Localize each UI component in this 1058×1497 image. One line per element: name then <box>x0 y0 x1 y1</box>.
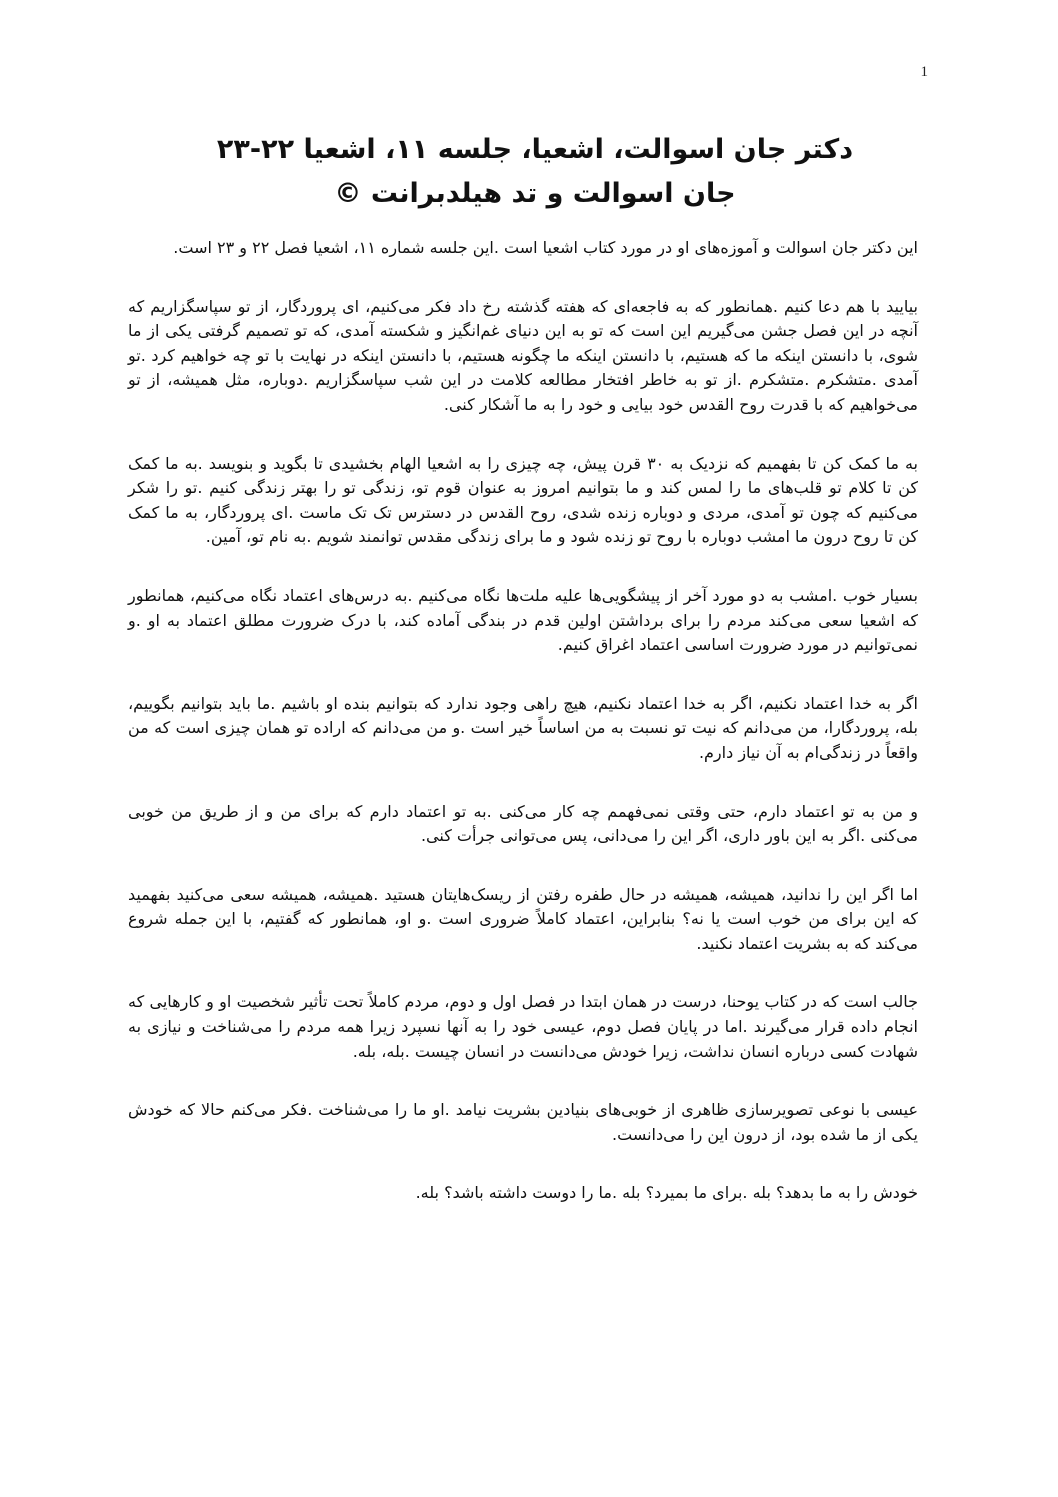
paragraph: این دکتر جان اسوالت و آموزه‌های او در مورد کتاب اشعیا است .این جلسه شماره ۱۱، اشعیا فصل ۲۲ و ۲۳ است. <box>173 238 918 257</box>
paragraph: و من به تو اعتماد دارم، حتی وقتی نمی‌فهمم چه کار می‌کنی .به تو اعتماد دارم که برای من و از طریق من خوبی می‌کنی .اگر به این باور داری، اگر این را می‌دانی، پس می‌توانی جرأت کنی. <box>128 801 918 846</box>
paragraph: بسیار خوب .امشب به دو مورد آخر از پیشگویی‌ها علیه ملت‌ها نگاه می‌کنیم .به درس‌های اعتماد نگاه می‌کنیم، همانطور که اشعیا سعی می‌کند مردم را برای برداشتن اولین قدم در بندگی آماده کند، با درک ضرورت مطلق اعتماد به او .و نمی‌توانیم در مورد ضرورت اساسی اعتماد اغراق کنیم. <box>128 585 918 655</box>
paragraph: اگر به خدا اعتماد نکنیم، اگر به خدا اعتماد نکنیم، هیچ راهی وجود ندارد که بتوانیم بنده او باشیم .ما باید بتوانیم بگوییم، بله، پروردگارا، من می‌دانم که نیت تو نسبت به من اساساً خیر است .و من می‌دانم که اراده تو همان چیزی است که من واقعاً در زندگی‌ام به آن نیاز دارم. <box>128 693 918 762</box>
title-line-1: دکتر جان اسوالت، اشعیا، جلسه ۱۱، اشعیا ۲۲-۲۳ <box>216 134 854 165</box>
paragraph: خودش را به ما بدهد؟ بله .برای ما بمیرد؟ بله .ما را دوست داشته باشد؟ بله. <box>415 1183 918 1203</box>
paragraph: بیایید با هم دعا کنیم .همانطور که به فاجعه‌ای که هفته گذشته رخ داد فکر می‌کنیم، ای پروردگار، از تو سپاسگزاریم که آنچه در این فصل جشن می‌گیریم این است که تو به این دنیای غم‌انگیز و شکسته آمدی، که تو تصمیم گرفتی یکی از ما شوی، با دانستن اینکه ما که هستیم، با دانستن اینکه ما چگونه هستیم، با دانستن اینکه در نهایت با تو چه خواهیم کرد .تو آمدی .متشکرم .متشکرم .از تو به خاطر افتخار مطالعه کلامت در این شب سپاسگزاریم .دوباره، مثل همیشه، از تو می‌خواهیم که با قدرت روح القدس خود بیایی و خود را به ما آشکار کنی. <box>128 296 918 414</box>
document-title <box>120 128 950 216</box>
paragraph: اما اگر این را ندانید، همیشه، همیشه در حال طفره رفتن از ریسک‌هایتان هستید .همیشه، همیشه سعی می‌کنید بفهمید که این برای من خوب است یا نه؟ بنابراین، اعتماد کاملاً ضروری است .و او، همانطور که گفتیم، با این جمله شروع می‌کند که به بشریت اعتماد نکنید. <box>128 884 918 953</box>
title-line-2: جان اسوالت و تد هیلدبرانت © <box>334 178 736 209</box>
paragraph: به ما کمک کن تا بفهمیم که نزدیک به ۳۰ قرن پیش، چه چیزی را به اشعیا الهام بخشیدی تا بگوید و بنویسد .به ما کمک کن تا کلام تو قلب‌های ما را لمس کند و ما بتوانیم امروز به عنوان قوم تو، زندگی تو را بهتر زندگی کنیم .تو را شکر می‌کنیم که چون تو آمدی، مردی و دوباره زنده شدی، روح القدس در دسترس تک تک ماست .ای پروردگار، به ما کمک کن تا روح درون ما امشب دوباره با روح تو زنده شود و ما برای زندگی مقدس توانمند شویم .به نام تو، آمین. <box>128 453 919 547</box>
paragraph: جالب است که در کتاب یوحنا، درست در همان ابتدا در فصل اول و دوم، مردم کاملاً تحت تأثیر شخصیت او و کارهایی که انجام داده قرار می‌گیرند .اما در پایان فصل دوم، عیسی خود را به آنها نسپرد زیرا همه مردم را می‌شناخت و نیازی به شهادت کسی درباره انسان نداشت، زیرا خودش می‌دانست در انسان چیست .بله، بله. <box>128 992 918 1061</box>
paragraph: عیسی با نوعی تصویرسازی ظاهری از خوبی‌های بنیادین بشریت نیامد .او ما را می‌شناخت .فکر می‌کنم حالا که خودش یکی از ما شده بود، از درون این را می‌دانست. <box>128 1100 918 1144</box>
page-number: 1 <box>920 64 928 80</box>
document-body <box>128 236 918 1240</box>
